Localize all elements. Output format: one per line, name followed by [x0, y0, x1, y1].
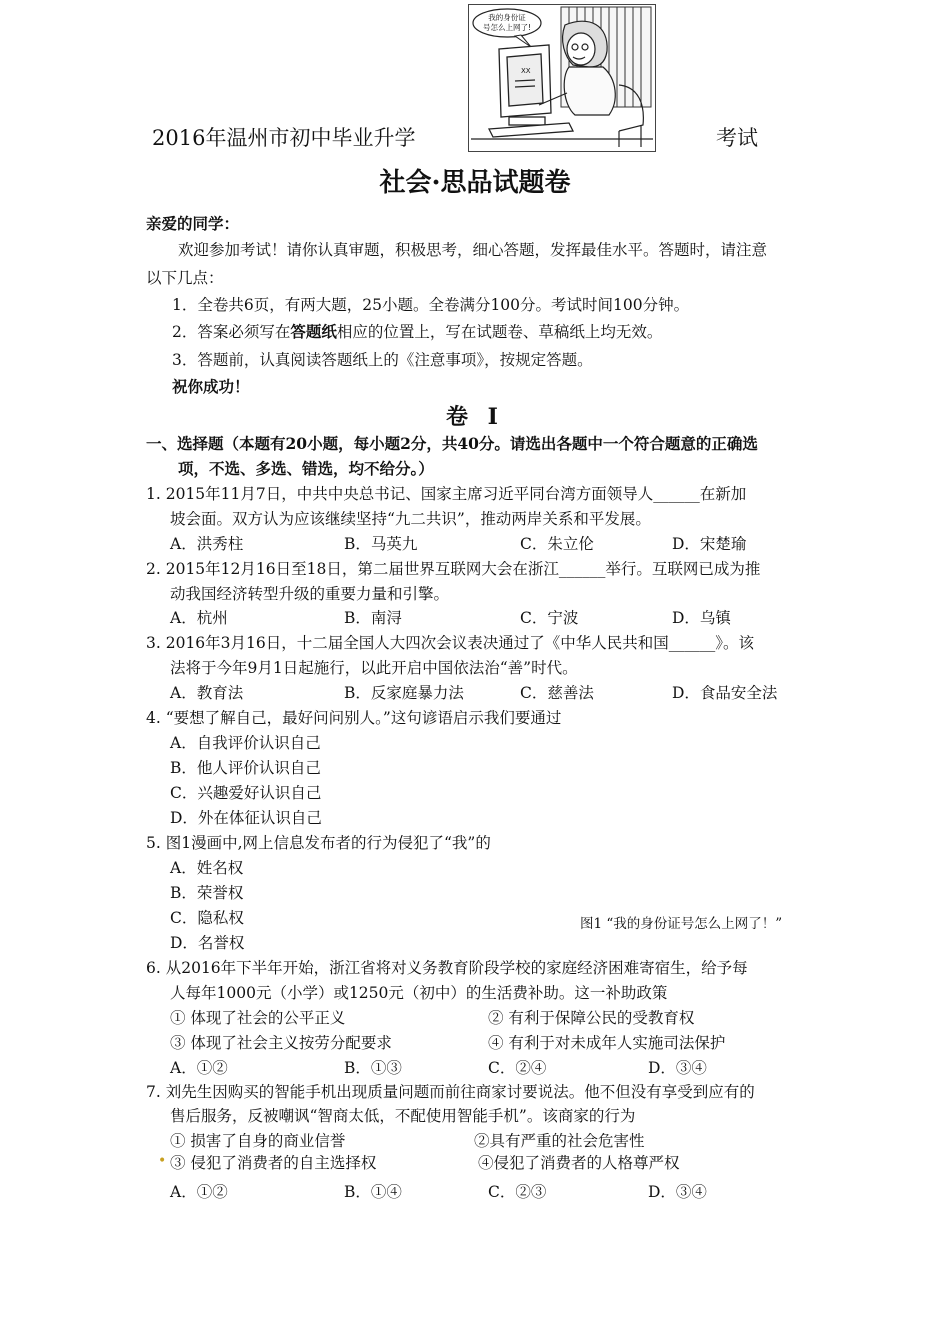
- question-7-line1: 7. 刘先生因购买的智能手机出现质量问题而前往商家讨要说法。他不但没有享受到应有的: [146, 1083, 755, 1101]
- note-2-pre: 2．答案必须写在: [172, 323, 291, 341]
- figure-1-caption: 图1 “我的身份证号怎么上网了！”: [580, 916, 783, 932]
- q3-option-c: C．慈善法: [520, 684, 594, 702]
- screen-text: XX: [521, 67, 531, 75]
- intro-paragraph-line1: 欢迎参加考试！请你认真审题，积极思考，细心答题，发挥最佳水平。答题时，请注意: [178, 241, 768, 259]
- q6-option-a: A．①②: [170, 1059, 228, 1077]
- q1-option-c: C．朱立伦: [520, 535, 594, 553]
- q2-option-c: C．宁波: [520, 609, 579, 627]
- note-2-bold: 答题纸: [290, 322, 337, 341]
- exam-title-right: 考试: [716, 126, 758, 150]
- page-title: 社会·思品试题卷: [379, 168, 571, 198]
- question-1-line2: 坡会面。双方认为应该继续坚持“九二共识”，推动两岸关系和平发展。: [170, 510, 651, 528]
- q7-option-b: B．①④: [344, 1183, 402, 1201]
- question-2-line2: 动我国经济转型升级的重要力量和引擎。: [170, 585, 450, 603]
- intro-paragraph-line2: 以下几点：: [146, 269, 224, 287]
- q2-option-a: A．杭州: [170, 609, 228, 627]
- q7-option-c: C．②③: [488, 1183, 547, 1201]
- q7-statement-2: ②具有严重的社会危害性: [474, 1132, 645, 1150]
- q1-option-a: A．洪秀柱: [170, 535, 244, 553]
- q3-option-d: D．食品安全法: [672, 684, 778, 702]
- q6-statement-2: ② 有利于保障公民的受教育权: [488, 1009, 695, 1027]
- exam-title-left: 2016年温州市初中毕业升学: [152, 126, 416, 150]
- bubble-text-2: 号怎么上网了!: [482, 23, 532, 32]
- q2-option-d: D．乌镇: [672, 609, 731, 627]
- question-2-line1: 2. 2015年12月16日至18日，第二届世界互联网大会在浙江______举行。互联网已成为推: [146, 560, 761, 578]
- q4-option-d: D．外在体征认识自己: [170, 809, 322, 827]
- note-3: 3．答题前，认真阅读答题纸上的《注意事项》，按规定答题。: [172, 351, 593, 369]
- note-1: 1．全卷共6页，有两大题，25小题。全卷满分100分。考试时间100分钟。: [172, 296, 690, 314]
- note-2: [172, 320, 662, 342]
- section-heading-line2: 项，不选、多选、错选，均不给分。）: [178, 459, 434, 478]
- cartoon-figure: [468, 4, 656, 152]
- q1-option-d: D．宋楚瑜: [672, 535, 747, 553]
- q2-option-b: B．南浔: [344, 609, 402, 627]
- q5-option-d: D．名誉权: [170, 934, 245, 952]
- q7-statement-1: ① 损害了自身的商业信誉: [170, 1132, 346, 1150]
- greeting: 亲爱的同学：: [146, 214, 240, 233]
- q4-option-a: A．自我评价认识自己: [170, 734, 321, 752]
- q7-option-a: A．①②: [170, 1183, 228, 1201]
- q6-statement-4: ④ 有利于对未成年人实施司法保护: [488, 1034, 726, 1052]
- q5-option-c: C．隐私权: [170, 909, 244, 927]
- question-1-line1: 1. 2015年11月7日，中共中央总书记、国家主席习近平同台湾方面领导人______在新加: [146, 485, 747, 503]
- q3-option-a: A．教育法: [170, 684, 244, 702]
- q4-option-c: C．兴趣爱好认识自己: [170, 784, 322, 802]
- q6-option-c: C．②④: [488, 1059, 547, 1077]
- question-7-line2: 售后服务，反被嘲讽“智商太低，不配使用智能手机”。该商家的行为: [170, 1107, 636, 1125]
- q4-option-b: B．他人评价认识自己: [170, 759, 321, 777]
- question-6-line2: 人每年1000元（小学）或1250元（初中）的生活费补助。这一补助政策: [170, 984, 668, 1002]
- q5-option-b: B．荣誉权: [170, 884, 244, 902]
- q1-option-b: B．马英九: [344, 535, 418, 553]
- q7-option-d: D．③④: [648, 1183, 707, 1201]
- q6-statement-3: ③ 体现了社会主义按劳分配要求: [170, 1034, 392, 1052]
- question-3-line2: 法将于今年9月1日起施行，以此开启中国依法治“善”时代。: [170, 659, 578, 677]
- question-3-line1: 3. 2016年3月16日，十二届全国人大四次会议表决通过了《中华人民共和国______》。该: [146, 634, 754, 652]
- q5-option-a: A．姓名权: [170, 859, 244, 877]
- q7-statement-4: ④侵犯了消费者的人格尊严权: [478, 1154, 680, 1172]
- question-6-line1: 6. 从2016年下半年开始，浙江省将对义务教育阶段学校的家庭经济困难寄宿生，给予每: [146, 959, 748, 977]
- q6-statement-1: ① 体现了社会的公平正义: [170, 1009, 346, 1027]
- section-heading-line1: 一、选择题（本题有20小题，每小题2分，共40分。请选出各题中一个符合题意的正确选: [146, 434, 758, 453]
- question-4-line1: 4. “要想了解自己，最好问问别人。”这句谚语启示我们要通过: [146, 709, 562, 727]
- q3-option-b: B．反家庭暴力法: [344, 684, 464, 702]
- speech-bubble: [473, 9, 541, 47]
- decorative-dot: •: [158, 1153, 167, 1169]
- q6-option-b: B．①③: [344, 1059, 402, 1077]
- question-5-line1: 5. 图1漫画中,网上信息发布者的行为侵犯了“我”的: [146, 834, 491, 852]
- q7-statement-3: ③ 侵犯了消费者的自主选择权: [170, 1154, 377, 1172]
- bubble-text-1: 我的身份证: [488, 13, 526, 22]
- wish: 祝你成功！: [172, 377, 250, 396]
- q6-option-d: D．③④: [648, 1059, 707, 1077]
- computer-monitor: [489, 45, 573, 137]
- volume-title: 卷 I: [446, 404, 504, 430]
- note-2-post: 相应的位置上，写在试题卷、草稿纸上均无效。: [336, 323, 663, 341]
